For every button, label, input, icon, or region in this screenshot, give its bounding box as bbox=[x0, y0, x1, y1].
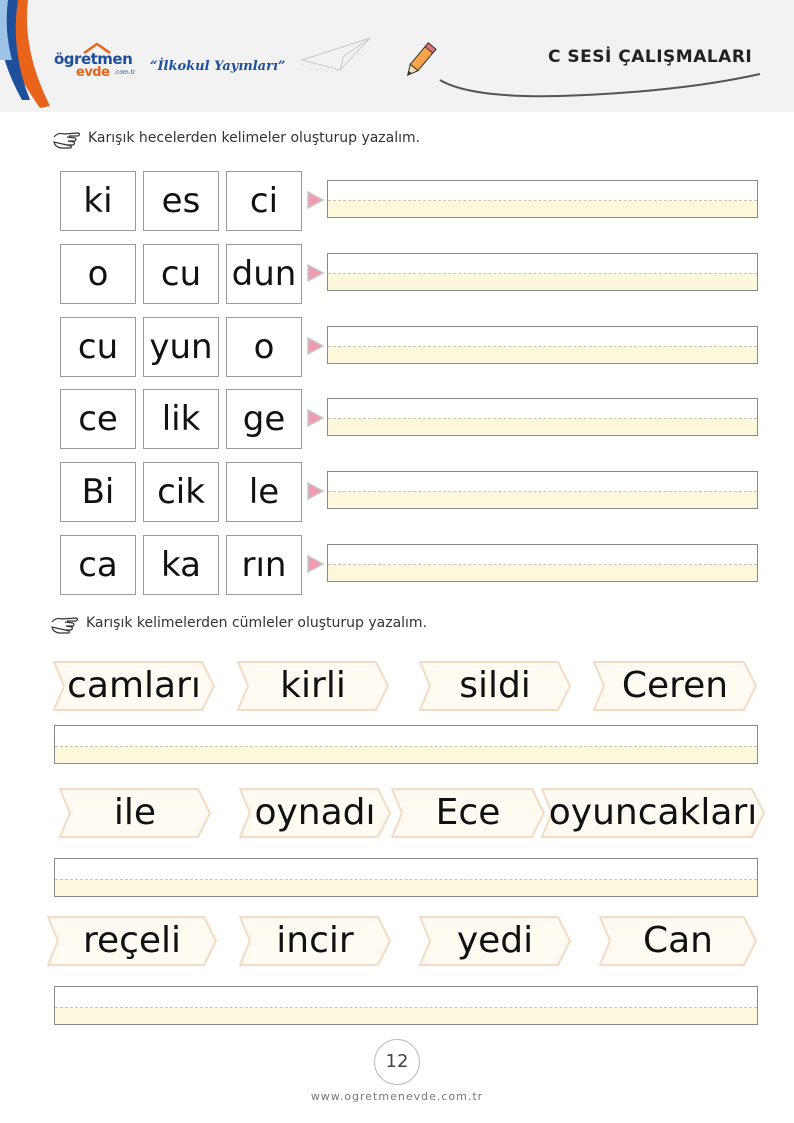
play-arrow-icon bbox=[305, 336, 325, 356]
instruction-text: Karışık hecelerden kelimeler oluşturup yazalım. bbox=[88, 130, 421, 146]
word-tag bbox=[58, 787, 212, 839]
syllable-card: yun bbox=[143, 317, 219, 377]
logo-word-top: ögretmen bbox=[54, 50, 133, 68]
word-text: camları bbox=[67, 665, 201, 706]
syllable-card: o bbox=[60, 244, 136, 304]
play-arrow-icon bbox=[305, 408, 325, 428]
corner-ribbon-decoration bbox=[0, 0, 60, 112]
syllable-card: lik bbox=[143, 389, 219, 449]
publisher-name: “İlkokul Yayınları” bbox=[150, 59, 286, 74]
word-tag bbox=[592, 660, 758, 712]
website-url: www.ogretmenevde.com.tr bbox=[310, 1090, 484, 1103]
pointing-hand-icon bbox=[50, 613, 80, 635]
word-text: yedi bbox=[456, 920, 534, 961]
word-text: oyuncakları bbox=[548, 792, 758, 833]
syllable-row bbox=[60, 244, 760, 304]
syllable-row bbox=[60, 535, 760, 595]
word-text: incir bbox=[276, 920, 354, 961]
answer-line[interactable] bbox=[327, 398, 758, 436]
syllable-card: rın bbox=[226, 535, 302, 595]
word-text: ile bbox=[113, 792, 157, 833]
word-text: Can bbox=[642, 920, 713, 961]
play-arrow-icon bbox=[305, 263, 325, 283]
word-text: Ceren bbox=[621, 665, 729, 706]
syllable-card: dun bbox=[226, 244, 302, 304]
syllable-card: ca bbox=[60, 535, 136, 595]
word-text: Ece bbox=[435, 792, 501, 833]
logo-tld: .com.tr bbox=[114, 69, 136, 76]
syllable-card: o bbox=[226, 317, 302, 377]
syllable-card: cu bbox=[60, 317, 136, 377]
syllable-row bbox=[60, 317, 760, 377]
word-tag bbox=[238, 915, 392, 967]
word-tag bbox=[418, 915, 572, 967]
word-tag bbox=[238, 787, 392, 839]
play-arrow-icon bbox=[305, 481, 325, 501]
word-tag bbox=[598, 915, 758, 967]
word-text: sildi bbox=[459, 665, 531, 706]
syllable-card: cu bbox=[143, 244, 219, 304]
word-tag bbox=[52, 660, 216, 712]
paper-plane-icon bbox=[300, 30, 380, 80]
word-tag bbox=[236, 660, 390, 712]
syllable-row bbox=[60, 389, 760, 449]
answer-line[interactable] bbox=[327, 180, 758, 218]
syllable-card: ci bbox=[226, 171, 302, 231]
syllable-row bbox=[60, 171, 760, 231]
answer-line[interactable] bbox=[327, 253, 758, 291]
word-tag bbox=[390, 787, 546, 839]
syllable-card: ki bbox=[60, 171, 136, 231]
syllable-card: Bi bbox=[60, 462, 136, 522]
syllable-card: le bbox=[226, 462, 302, 522]
syllable-row bbox=[60, 462, 760, 522]
syllable-card: ge bbox=[226, 389, 302, 449]
answer-line[interactable] bbox=[327, 544, 758, 582]
play-arrow-icon bbox=[305, 190, 325, 210]
sentence-answer-line[interactable] bbox=[54, 725, 758, 764]
syllable-card: es bbox=[143, 171, 219, 231]
publisher-logo bbox=[54, 50, 146, 80]
word-text: reçeli bbox=[82, 920, 182, 961]
answer-line[interactable] bbox=[327, 326, 758, 364]
sentence-answer-line[interactable] bbox=[54, 986, 758, 1025]
word-tag bbox=[540, 787, 766, 839]
pencil-icon bbox=[400, 42, 440, 82]
pointing-hand-icon bbox=[52, 128, 82, 150]
sentence-answer-line[interactable] bbox=[54, 858, 758, 897]
word-tag bbox=[46, 915, 218, 967]
syllable-card: cik bbox=[143, 462, 219, 522]
syllable-card: ka bbox=[143, 535, 219, 595]
word-text: oynadı bbox=[254, 792, 376, 833]
logo-word-bottom: evde bbox=[76, 65, 110, 80]
word-tag bbox=[418, 660, 572, 712]
page-title: C SESİ ÇALIŞMALARI bbox=[548, 47, 753, 67]
instruction-text: Karışık kelimelerden cümleler oluşturup yazalım. bbox=[86, 615, 428, 631]
page-number: 12 bbox=[374, 1039, 420, 1085]
play-arrow-icon bbox=[305, 554, 325, 574]
answer-line[interactable] bbox=[327, 471, 758, 509]
word-text: kirli bbox=[280, 665, 346, 706]
syllable-card: ce bbox=[60, 389, 136, 449]
